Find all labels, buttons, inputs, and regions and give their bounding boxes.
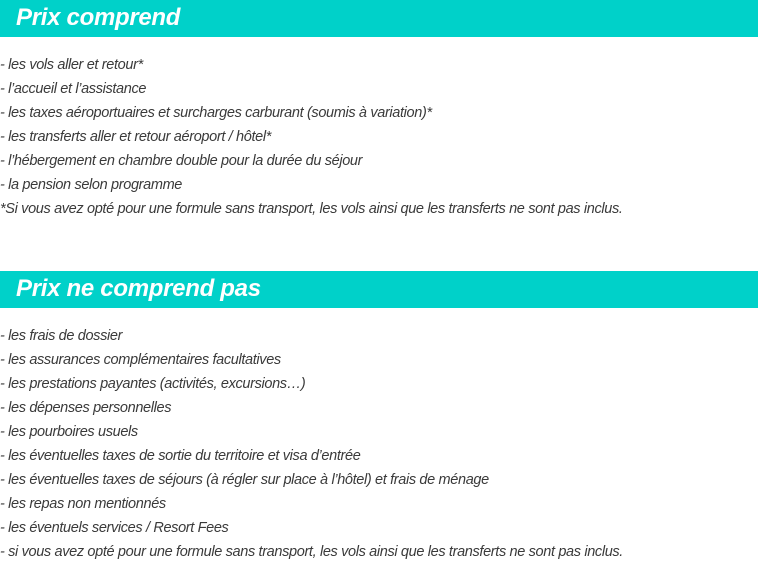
list-item: - les vols aller et retour* [0,57,143,73]
list-item: - la pension selon programme [0,177,183,193]
list-item: - les taxes aéroportuaires et surcharges carburant (soumis à variation)* [0,105,432,121]
list-item: - les éventuelles taxes de séjours (à régler sur place à l’hôtel) et frais de ménage [0,472,489,488]
list-item: - les transferts aller et retour aéroport / hôtel* [0,129,272,145]
list-item: - les prestations payantes (activités, excursions…) [0,376,306,392]
list-item: - l’hébergement en chambre double pour la durée du séjour [0,153,363,169]
list-item: - les dépenses personnelles [0,400,172,416]
footnote: *Si vous avez opté pour une formule sans transport, les vols ainsi que les transferts ne sont pas inclus. [0,201,623,217]
section-title: Prix comprend [16,4,181,31]
list-item: - les frais de dossier [0,328,123,344]
excluded-list [0,324,623,564]
list-item: - si vous avez opté pour une formule sans transport, les vols ainsi que les transferts ne sont pas inclus. [0,544,623,560]
section-header-prix-comprend [0,0,758,37]
included-list [0,53,623,221]
list-item: - l’accueil et l’assistance [0,81,147,97]
list-item: - les éventuels services / Resort Fees [0,520,229,536]
section-title: Prix ne comprend pas [16,275,261,302]
list-item: - les pourboires usuels [0,424,138,440]
list-item: - les repas non mentionnés [0,496,166,512]
section-header-prix-ne-comprend-pas [0,271,758,308]
list-item: - les éventuelles taxes de sortie du territoire et visa d’entrée [0,448,361,464]
list-item: - les assurances complémentaires facultatives [0,352,281,368]
